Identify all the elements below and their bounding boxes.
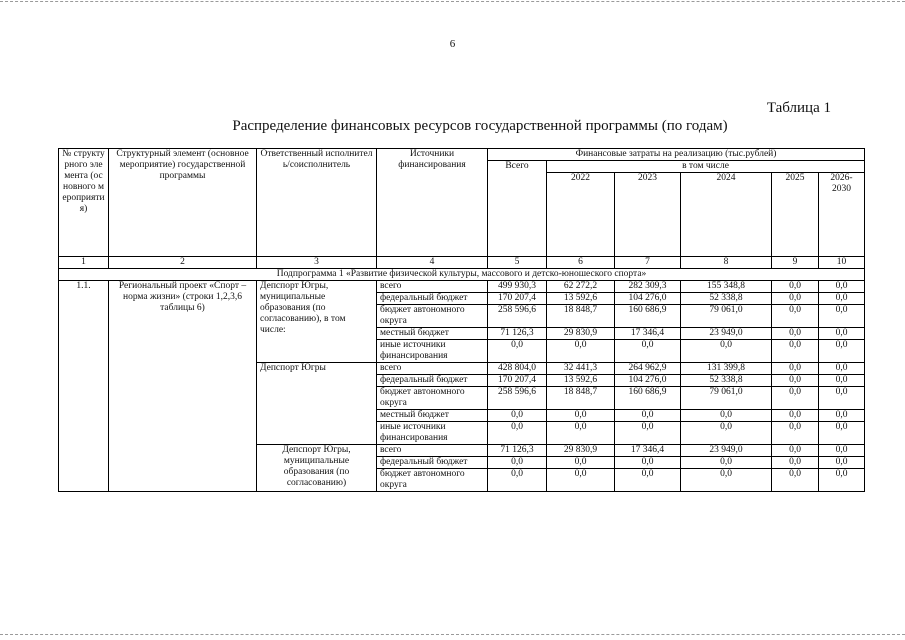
header-col-including: в том числе [547, 161, 865, 173]
executor: Депспорт Югры, муниципальные образования (по согласованию) [257, 445, 377, 492]
scan-bottom-edge [0, 634, 905, 635]
amount-cell: 0,0 [681, 422, 772, 445]
amount-cell: 0,0 [547, 457, 615, 469]
amount-cell: 258 596,6 [488, 305, 547, 328]
amount-cell: 79 061,0 [681, 305, 772, 328]
column-number-row [59, 257, 865, 269]
amount-cell: 0,0 [488, 340, 547, 363]
amount-cell: 258 596,6 [488, 387, 547, 410]
amount-cell: 52 338,8 [681, 375, 772, 387]
amount-cell: 0,0 [681, 340, 772, 363]
amount-cell: 0,0 [819, 363, 865, 375]
column-number: 3 [257, 257, 377, 269]
amount-cell: 32 441,3 [547, 363, 615, 375]
funding-source: местный бюджет [377, 410, 488, 422]
amount-cell: 29 830,9 [547, 328, 615, 340]
column-number: 7 [615, 257, 681, 269]
header-col-no: № структурного элемента (основного мероприятия) [59, 149, 109, 257]
amount-cell: 0,0 [819, 410, 865, 422]
header-year: 2026-2030 [819, 173, 865, 257]
funding-source: федеральный бюджет [377, 457, 488, 469]
column-number: 5 [488, 257, 547, 269]
header-col-sources: Источники финансирования [377, 149, 488, 257]
amount-cell: 0,0 [819, 457, 865, 469]
amount-cell: 0,0 [819, 293, 865, 305]
amount-cell: 17 346,4 [615, 328, 681, 340]
amount-cell: 0,0 [772, 410, 819, 422]
amount-cell: 0,0 [681, 457, 772, 469]
amount-cell: 13 592,6 [547, 375, 615, 387]
table-label: Таблица 1 [766, 100, 831, 116]
amount-cell: 0,0 [819, 469, 865, 492]
amount-cell: 499 930,3 [488, 281, 547, 293]
amount-cell: 0,0 [772, 281, 819, 293]
executor: Депспорт Югры, муниципальные образования (по согласованию), в том числе: [257, 281, 377, 363]
amount-cell: 0,0 [547, 340, 615, 363]
amount-cell: 0,0 [615, 340, 681, 363]
funding-source: местный бюджет [377, 328, 488, 340]
funding-source: бюджет автономного округа [377, 305, 488, 328]
amount-cell: 0,0 [488, 457, 547, 469]
amount-cell: 23 949,0 [681, 445, 772, 457]
amount-cell: 0,0 [547, 469, 615, 492]
header-year: 2025 [772, 173, 819, 257]
amount-cell: 18 848,7 [547, 387, 615, 410]
amount-cell: 71 126,3 [488, 445, 547, 457]
column-number: 9 [772, 257, 819, 269]
amount-cell: 160 686,9 [615, 387, 681, 410]
header-col-executor: Ответственный исполнитель/соисполнитель [257, 149, 377, 257]
amount-cell: 0,0 [615, 469, 681, 492]
header-year: 2022 [547, 173, 615, 257]
amount-cell: 0,0 [772, 363, 819, 375]
funding-source: бюджет автономного округа [377, 387, 488, 410]
amount-cell: 18 848,7 [547, 305, 615, 328]
amount-cell: 170 207,4 [488, 375, 547, 387]
amount-cell: 29 830,9 [547, 445, 615, 457]
amount-cell: 71 126,3 [488, 328, 547, 340]
amount-cell: 131 399,8 [681, 363, 772, 375]
header-year: 2023 [615, 173, 681, 257]
amount-cell: 0,0 [772, 375, 819, 387]
amount-cell: 23 949,0 [681, 328, 772, 340]
amount-cell: 0,0 [681, 410, 772, 422]
amount-cell: 0,0 [772, 387, 819, 410]
header-col-element: Структурный элемент (основное мероприятие) государственной программы [109, 149, 257, 257]
amount-cell: 0,0 [772, 328, 819, 340]
amount-cell: 0,0 [615, 457, 681, 469]
amount-cell: 0,0 [819, 422, 865, 445]
table-row [59, 281, 865, 293]
amount-cell: 0,0 [488, 410, 547, 422]
scan-top-edge [0, 1, 905, 2]
amount-cell: 0,0 [681, 469, 772, 492]
amount-cell: 0,0 [547, 410, 615, 422]
amount-cell: 52 338,8 [681, 293, 772, 305]
amount-cell: 0,0 [819, 340, 865, 363]
funding-source: всего [377, 445, 488, 457]
amount-cell: 0,0 [615, 410, 681, 422]
amount-cell: 0,0 [488, 469, 547, 492]
column-number: 10 [819, 257, 865, 269]
column-number: 4 [377, 257, 488, 269]
funding-source: бюджет автономного округа [377, 469, 488, 492]
amount-cell: 0,0 [772, 305, 819, 328]
amount-cell: 0,0 [819, 445, 865, 457]
column-number: 8 [681, 257, 772, 269]
amount-cell: 0,0 [772, 445, 819, 457]
amount-cell: 104 276,0 [615, 375, 681, 387]
header-year: 2024 [681, 173, 772, 257]
column-number: 6 [547, 257, 615, 269]
header-row-1 [59, 149, 865, 161]
amount-cell: 0,0 [772, 469, 819, 492]
page-number: 6 [449, 38, 456, 50]
column-number: 1 [59, 257, 109, 269]
executor: Депспорт Югры [257, 363, 377, 445]
amount-cell: 62 272,2 [547, 281, 615, 293]
funding-source: всего [377, 363, 488, 375]
header-col-total: Всего [488, 161, 547, 257]
amount-cell: 0,0 [772, 457, 819, 469]
subprogram-title: Подпрограмма 1 «Развитие физической культуры, массового и детско-юношеского спорта» [59, 269, 865, 281]
amount-cell: 155 348,8 [681, 281, 772, 293]
amount-cell: 0,0 [819, 387, 865, 410]
funding-source: федеральный бюджет [377, 375, 488, 387]
amount-cell: 17 346,4 [615, 445, 681, 457]
row-number: 1.1. [59, 281, 109, 492]
amount-cell: 0,0 [772, 293, 819, 305]
amount-cell: 0,0 [819, 375, 865, 387]
amount-cell: 79 061,0 [681, 387, 772, 410]
subprogram-row [59, 269, 865, 281]
amount-cell: 160 686,9 [615, 305, 681, 328]
amount-cell: 428 804,0 [488, 363, 547, 375]
funding-source: иные источники финансирования [377, 340, 488, 363]
amount-cell: 0,0 [772, 422, 819, 445]
amount-cell: 0,0 [547, 422, 615, 445]
document-title: Распределение финансовых ресурсов государственной программы (по годам) [232, 118, 728, 134]
column-number: 2 [109, 257, 257, 269]
amount-cell: 264 962,9 [615, 363, 681, 375]
amount-cell: 0,0 [819, 281, 865, 293]
amount-cell: 13 592,6 [547, 293, 615, 305]
funding-source: федеральный бюджет [377, 293, 488, 305]
amount-cell: 0,0 [488, 422, 547, 445]
amount-cell: 104 276,0 [615, 293, 681, 305]
financial-table [58, 148, 865, 492]
amount-cell: 0,0 [772, 340, 819, 363]
amount-cell: 282 309,3 [615, 281, 681, 293]
header-col-financial: Финансовые затраты на реализацию (тыс.рублей) [488, 149, 865, 161]
amount-cell: 0,0 [819, 328, 865, 340]
amount-cell: 0,0 [819, 305, 865, 328]
funding-source: всего [377, 281, 488, 293]
funding-source: иные источники финансирования [377, 422, 488, 445]
structural-element: Региональный проект «Спорт – норма жизни» (строки 1,2,3,6 таблицы 6) [109, 281, 257, 492]
amount-cell: 0,0 [615, 422, 681, 445]
amount-cell: 170 207,4 [488, 293, 547, 305]
